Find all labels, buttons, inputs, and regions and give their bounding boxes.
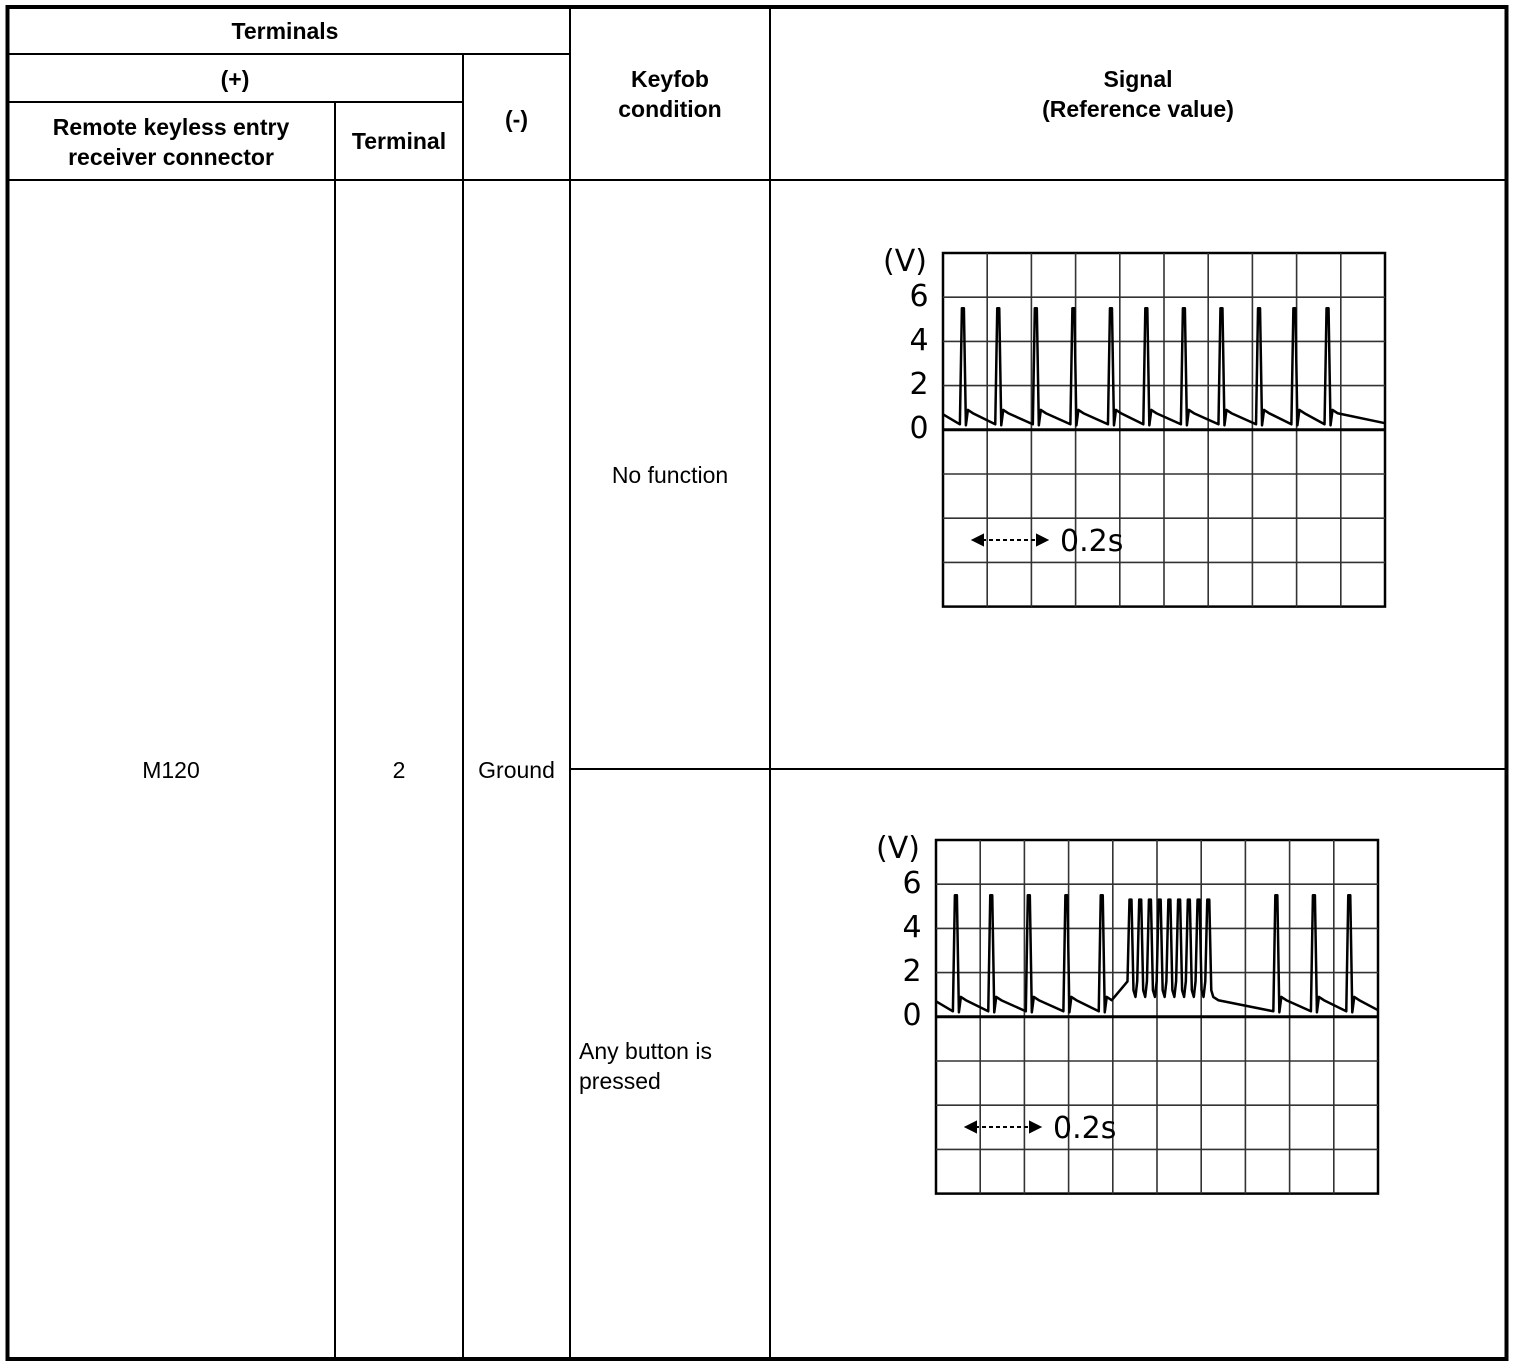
- cell-condition-line2: pressed: [579, 1068, 661, 1094]
- header-plus: (+): [220, 66, 250, 92]
- scope-grid: [943, 253, 1385, 607]
- header-keyfob-line1: Keyfob: [631, 66, 709, 92]
- header-signal: [770, 64, 1506, 124]
- cell-condition-button-pressed: [579, 1036, 764, 1096]
- cell-connector: M120: [142, 757, 200, 783]
- header-connector: [7, 112, 335, 172]
- scope-tick-6: 6: [902, 866, 922, 901]
- scope-time-arrow: [973, 535, 1047, 545]
- cell-minus: Ground: [478, 757, 555, 783]
- scope-tick-2: 2: [909, 367, 929, 402]
- scope-time-label: 0.2s: [1053, 1111, 1117, 1146]
- header-minus: (-): [505, 106, 528, 132]
- header-terminal: Terminal: [351, 128, 447, 154]
- scope-tick-4: 4: [902, 910, 922, 945]
- scope-tick-0: 0: [902, 998, 922, 1033]
- scope-time-arrow: [966, 1122, 1040, 1132]
- header-keyfob-line2: condition: [618, 96, 722, 122]
- header-connector-line1: Remote keyless entry: [52, 114, 290, 140]
- header-signal-line1: Signal: [1103, 66, 1173, 92]
- header-keyfob-condition: [570, 64, 770, 124]
- scope-tick-6: 6: [909, 279, 929, 314]
- header-terminals: Terminals: [231, 18, 339, 44]
- scope-grid: [936, 840, 1378, 1194]
- cell-condition-no-function: No function: [611, 462, 729, 488]
- scope-time-label: 0.2s: [1060, 524, 1124, 559]
- header-connector-line2: receiver connector: [68, 144, 274, 170]
- header-signal-line2: (Reference value): [1042, 96, 1234, 122]
- cell-terminal: 2: [392, 757, 406, 783]
- oscilloscope-button-pressed: [868, 825, 1388, 1200]
- scope-unit-label: (V): [883, 244, 927, 279]
- cell-condition-line1: Any button is: [579, 1038, 712, 1064]
- oscilloscope-no-function: [875, 238, 1395, 613]
- scope-tick-4: 4: [909, 323, 929, 358]
- scope-tick-2: 2: [902, 954, 922, 989]
- scope-unit-label: (V): [876, 831, 920, 866]
- scope-tick-0: 0: [909, 411, 929, 446]
